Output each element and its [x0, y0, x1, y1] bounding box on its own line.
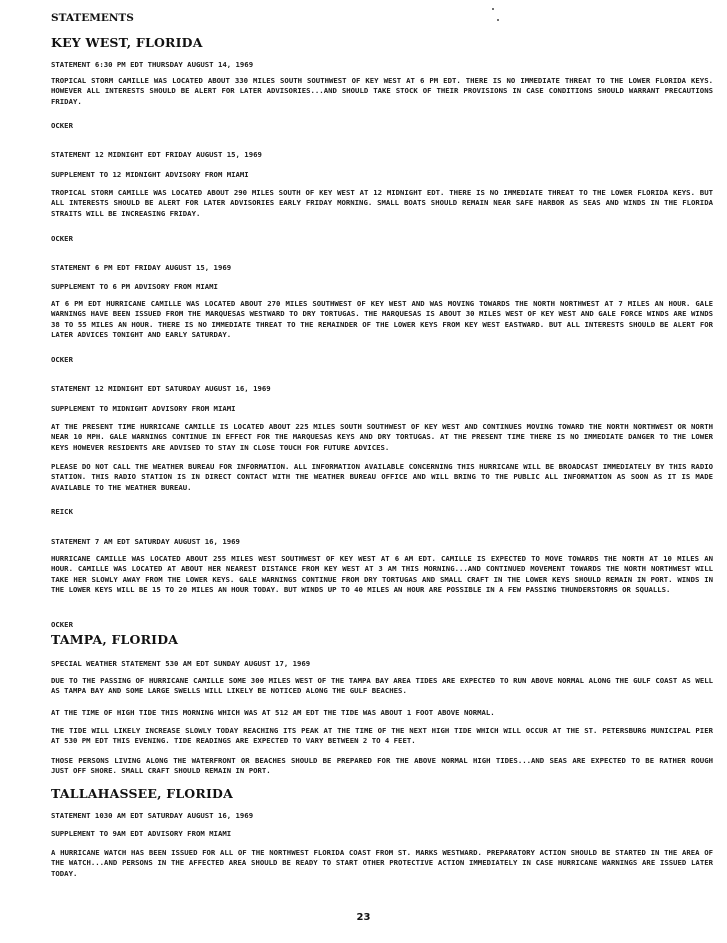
statement-body: THOSE PERSONS LIVING ALONG THE WATERFRONT OR BEACHES SHOULD BE PREPARED FOR THE ABOVE NORMAL HIGH TIDES...AND SEAS ARE EXPECTED TO BE RATHER ROUGH JUST OFF SHORE. SMALL CRAFT SHOULD REMAIN IN PORT. — [51, 756, 713, 776]
statement-supplement: SUPPLEMENT TO MIDNIGHT ADVISORY FROM MIAMI — [51, 404, 236, 413]
statement-1-signature-block — [51, 121, 713, 131]
page-title: STATEMENTS — [51, 12, 134, 24]
tampa-paragraph-4-block — [51, 756, 713, 777]
statement-signature: OCKER — [51, 355, 73, 364]
tampa-heading-block — [51, 632, 713, 647]
tallahassee-supplement-block — [51, 829, 713, 839]
tampa-paragraph-2-block — [51, 708, 713, 718]
statement-2-heading-block — [51, 150, 713, 160]
key-west-heading-block — [51, 35, 713, 50]
statement-4-body-block — [51, 422, 713, 453]
section-title-tampa: TAMPA, FLORIDA — [51, 632, 179, 647]
statement-heading: STATEMENT 6 PM EDT FRIDAY AUGUST 15, 1969 — [51, 263, 232, 272]
tampa-paragraph-3-block — [51, 726, 713, 747]
tallahassee-body-block — [51, 848, 713, 879]
statement-heading: STATEMENT 12 MIDNIGHT EDT SATURDAY AUGUST 16, 1969 — [51, 384, 271, 393]
statement-heading: SPECIAL WEATHER STATEMENT 530 AM EDT SUNDAY AUGUST 17, 1969 — [51, 659, 311, 668]
statement-body: AT THE TIME OF HIGH TIDE THIS MORNING WHICH WAS AT 512 AM EDT THE TIDE WAS ABOUT 1 FOOT ABOVE NORMAL. — [51, 708, 495, 717]
tallahassee-statement-heading-block — [51, 811, 713, 821]
statement-body: DUE TO THE PASSING OF HURRICANE CAMILLE SOME 300 MILES WEST OF THE TAMPA BAY AREA TIDES ARE EXPECTED TO RUN ABOVE NORMAL ALONG THE GULF COAST AS WELL AS TAMPA BAY AND SOME LARGE SWELLS WILL LIKELY BE NOTICED ALONG THE GULF BEACHES. — [51, 676, 713, 696]
section-title-key-west: KEY WEST, FLORIDA — [51, 35, 203, 50]
statement-5-signature-block — [51, 620, 713, 630]
statement-3-heading-block — [51, 263, 713, 273]
statement-signature: OCKER — [51, 121, 73, 130]
statement-supplement: SUPPLEMENT TO 6 PM ADVISORY FROM MIAMI — [51, 282, 218, 291]
statement-body: AT 6 PM EDT HURRICANE CAMILLE WAS LOCATED ABOUT 270 MILES SOUTHWEST OF KEY WEST AND WAS MOVING TOWARDS THE NORTH NORTHWEST AT 7 MILES AN HOUR. GALE WARNINGS HAVE BEEN ISSUED FROM THE MARQUESAS WESTWARD TO DRY TORTUGAS. THE MARQUESAS IS ABOUT 30 MILES WEST OF KEY WEST AND GALE FORCE WINDS ARE WINDS 38 TO 55 MILES AN HOUR. THERE IS NO IMMEDIATE THREAT TO THE REMAINDER OF THE LOWER KEYS FROM KEY WEST EASTWARD. BUT ALL INTERESTS SHOULD BE ALERT FOR LATER ADVICES TONIGHT AND EARLY SATURDAY. — [51, 299, 713, 339]
statement-1-heading-block — [51, 60, 713, 70]
statement-heading: STATEMENT 12 MIDNIGHT EDT FRIDAY AUGUST 15, 1969 — [51, 150, 262, 159]
statement-heading: STATEMENT 6:30 PM EDT THURSDAY AUGUST 14, 1969 — [51, 60, 254, 69]
statement-body: AT THE PRESENT TIME HURRICANE CAMILLE IS LOCATED ABOUT 225 MILES SOUTH SOUTHWEST OF KEY WEST AND CONTINUES MOVING TOWARD THE NORTH NORTHWEST OR NORTH NEAR 10 MPH. GALE WARNINGS CONTINUE IN EFFECT FOR THE MARQUESAS KEYS AND DRY TORTUGAS. AT THE PRESENT TIME THERE IS NO IMMEDIATE DANGER TO THE LOWER KEYS HOWEVER RESIDENTS ARE ADVISED TO STAY IN CLOSE TOUCH FOR FUTURE ADVICES. — [51, 422, 713, 452]
statement-5-heading-block — [51, 537, 713, 547]
statement-body: HURRICANE CAMILLE WAS LOCATED ABOUT 255 MILES WEST SOUTHWEST OF KEY WEST AT 6 AM EDT. CAMILLE IS EXPECTED TO MOVE TOWARDS THE NORTH AT 10 MILES AN HOUR. CAMILLE WAS LOCATED AT ABOUT HER NEAREST DISTANCE FROM KEY WEST AT 3 AM THIS MORNING...AND CONTINUED MOVEMENT TOWARDS THE NORTH NORTHWEST WILL TAKE HER SLOWLY AWAY FROM THE LOWER KEYS. GALE WARNINGS CONTINUE FROM DRY TORTUGAS AND SMALL CRAFT IN THE LOWER KEYS SHOULD REMAIN IN PORT. WINDS IN THE LOWER KEYS WILL BE 15 TO 20 MILES AN HOUR TODAY. BUT WINDS UP TO 40 MILES AN HOUR ARE POSSIBLE IN A FEW PASSING THUNDERSTORMS OR SQUALLS. — [51, 554, 713, 594]
statement-3-body-block — [51, 299, 713, 340]
statement-3-supplement-block — [51, 282, 713, 292]
statement-signature: OCKER — [51, 620, 73, 629]
tampa-statement-heading-block — [51, 659, 713, 669]
statement-signature: OCKER — [51, 234, 73, 243]
statement-2-signature-block — [51, 234, 713, 244]
statement-heading: STATEMENT 7 AM EDT SATURDAY AUGUST 16, 1969 — [51, 537, 240, 546]
statement-4-signature-block — [51, 507, 713, 517]
statement-supplement: SUPPLEMENT TO 12 MIDNIGHT ADVISORY FROM MIAMI — [51, 170, 249, 179]
statement-supplement: SUPPLEMENT TO 9AM EDT ADVISORY FROM MIAMI — [51, 829, 232, 838]
statement-body: TROPICAL STORM CAMILLE WAS LOCATED ABOUT 290 MILES SOUTH OF KEY WEST AT 12 MIDNIGHT EDT. THERE IS NO IMMEDIATE THREAT TO THE LOWER FLORIDA KEYS. BUT ALL INTERESTS SHOULD BE ALERT FOR LATER ADVISORIES EARLY FRIDAY MORNING. SMALL BOATS SHOULD REMAIN NEAR SAFE HARBOR AS SEAS AND WINDS IN THE FLORIDA STRAITS WILL BE INCREASING FRIDAY. — [51, 188, 713, 218]
statement-body: THE TIDE WILL LIKELY INCREASE SLOWLY TODAY REACHING ITS PEAK AT THE TIME OF THE NEXT HIGH TIDE WHICH WILL OCCUR AT THE ST. PETERSBURG MUNICIPAL PIER AT 530 PM EDT THIS EVENING. TIDE READINGS ARE EXPECTED TO VARY BETWEEN 2 TO 4 FEET. — [51, 726, 713, 746]
statement-1-body-block — [51, 76, 713, 107]
statement-heading: STATEMENT 1030 AM EDT SATURDAY AUGUST 16, 1969 — [51, 811, 254, 820]
statement-4-heading-block — [51, 384, 713, 394]
page-number: 23 — [356, 912, 371, 923]
tallahassee-heading-block — [51, 786, 713, 801]
tampa-paragraph-1-block — [51, 676, 713, 697]
section-title-tallahassee: TALLAHASSEE, FLORIDA — [51, 786, 233, 801]
statement-2-body-block — [51, 188, 713, 219]
statement-4-supplement-block — [51, 404, 713, 414]
page-title-block — [51, 13, 713, 23]
statement-body: TROPICAL STORM CAMILLE WAS LOCATED ABOUT 330 MILES SOUTH SOUTHWEST OF KEY WEST AT 6 PM EDT. THERE IS NO IMMEDIATE THREAT TO THE LOWER FLORIDA KEYS. HOWEVER ALL INTERESTS SHOULD BE ALERT FOR LATER ADVISORIES...AND SHOULD TAKE STOCK OF THEIR PROVISIONS IN CASE CONDITIONS SHOULD WARRANT PRECAUTIONS FRIDAY. — [51, 76, 713, 106]
statement-body: PLEASE DO NOT CALL THE WEATHER BUREAU FOR INFORMATION. ALL INFORMATION AVAILABLE CONCERNING THIS HURRICANE WILL BE BROADCAST IMMEDIATELY BY THIS RADIO STATION. THIS RADIO STATION IS IN DIRECT CONTACT WITH THE WEATHER BUREAU OFFICE AND WILL BRING TO THE PUBLIC ALL INFORMATION AS SOON AS IT IS MADE AVAILABLE TO THE WEATHER BUREAU. — [51, 462, 713, 492]
statement-2-supplement-block — [51, 170, 713, 180]
statement-5-body-block — [51, 554, 713, 595]
statement-3-signature-block — [51, 355, 713, 365]
statement-body: A HURRICANE WATCH HAS BEEN ISSUED FOR ALL OF THE NORTHWEST FLORIDA COAST FROM ST. MARKS WESTWARD. PREPARATORY ACTION SHOULD BE STARTED IN THE AREA OF THE WATCH...AND PERSONS IN THE AFFECTED AREA SHOULD BE READY TO START OTHER PROTECTIVE ACTION IMMEDIATELY IN CASE HURRICANE WARNINGS ARE ISSUED LATER TODAY. — [51, 848, 713, 878]
scan-speck — [492, 8, 494, 10]
statement-signature: REICK — [51, 507, 73, 516]
statement-4-body2-block — [51, 462, 713, 493]
